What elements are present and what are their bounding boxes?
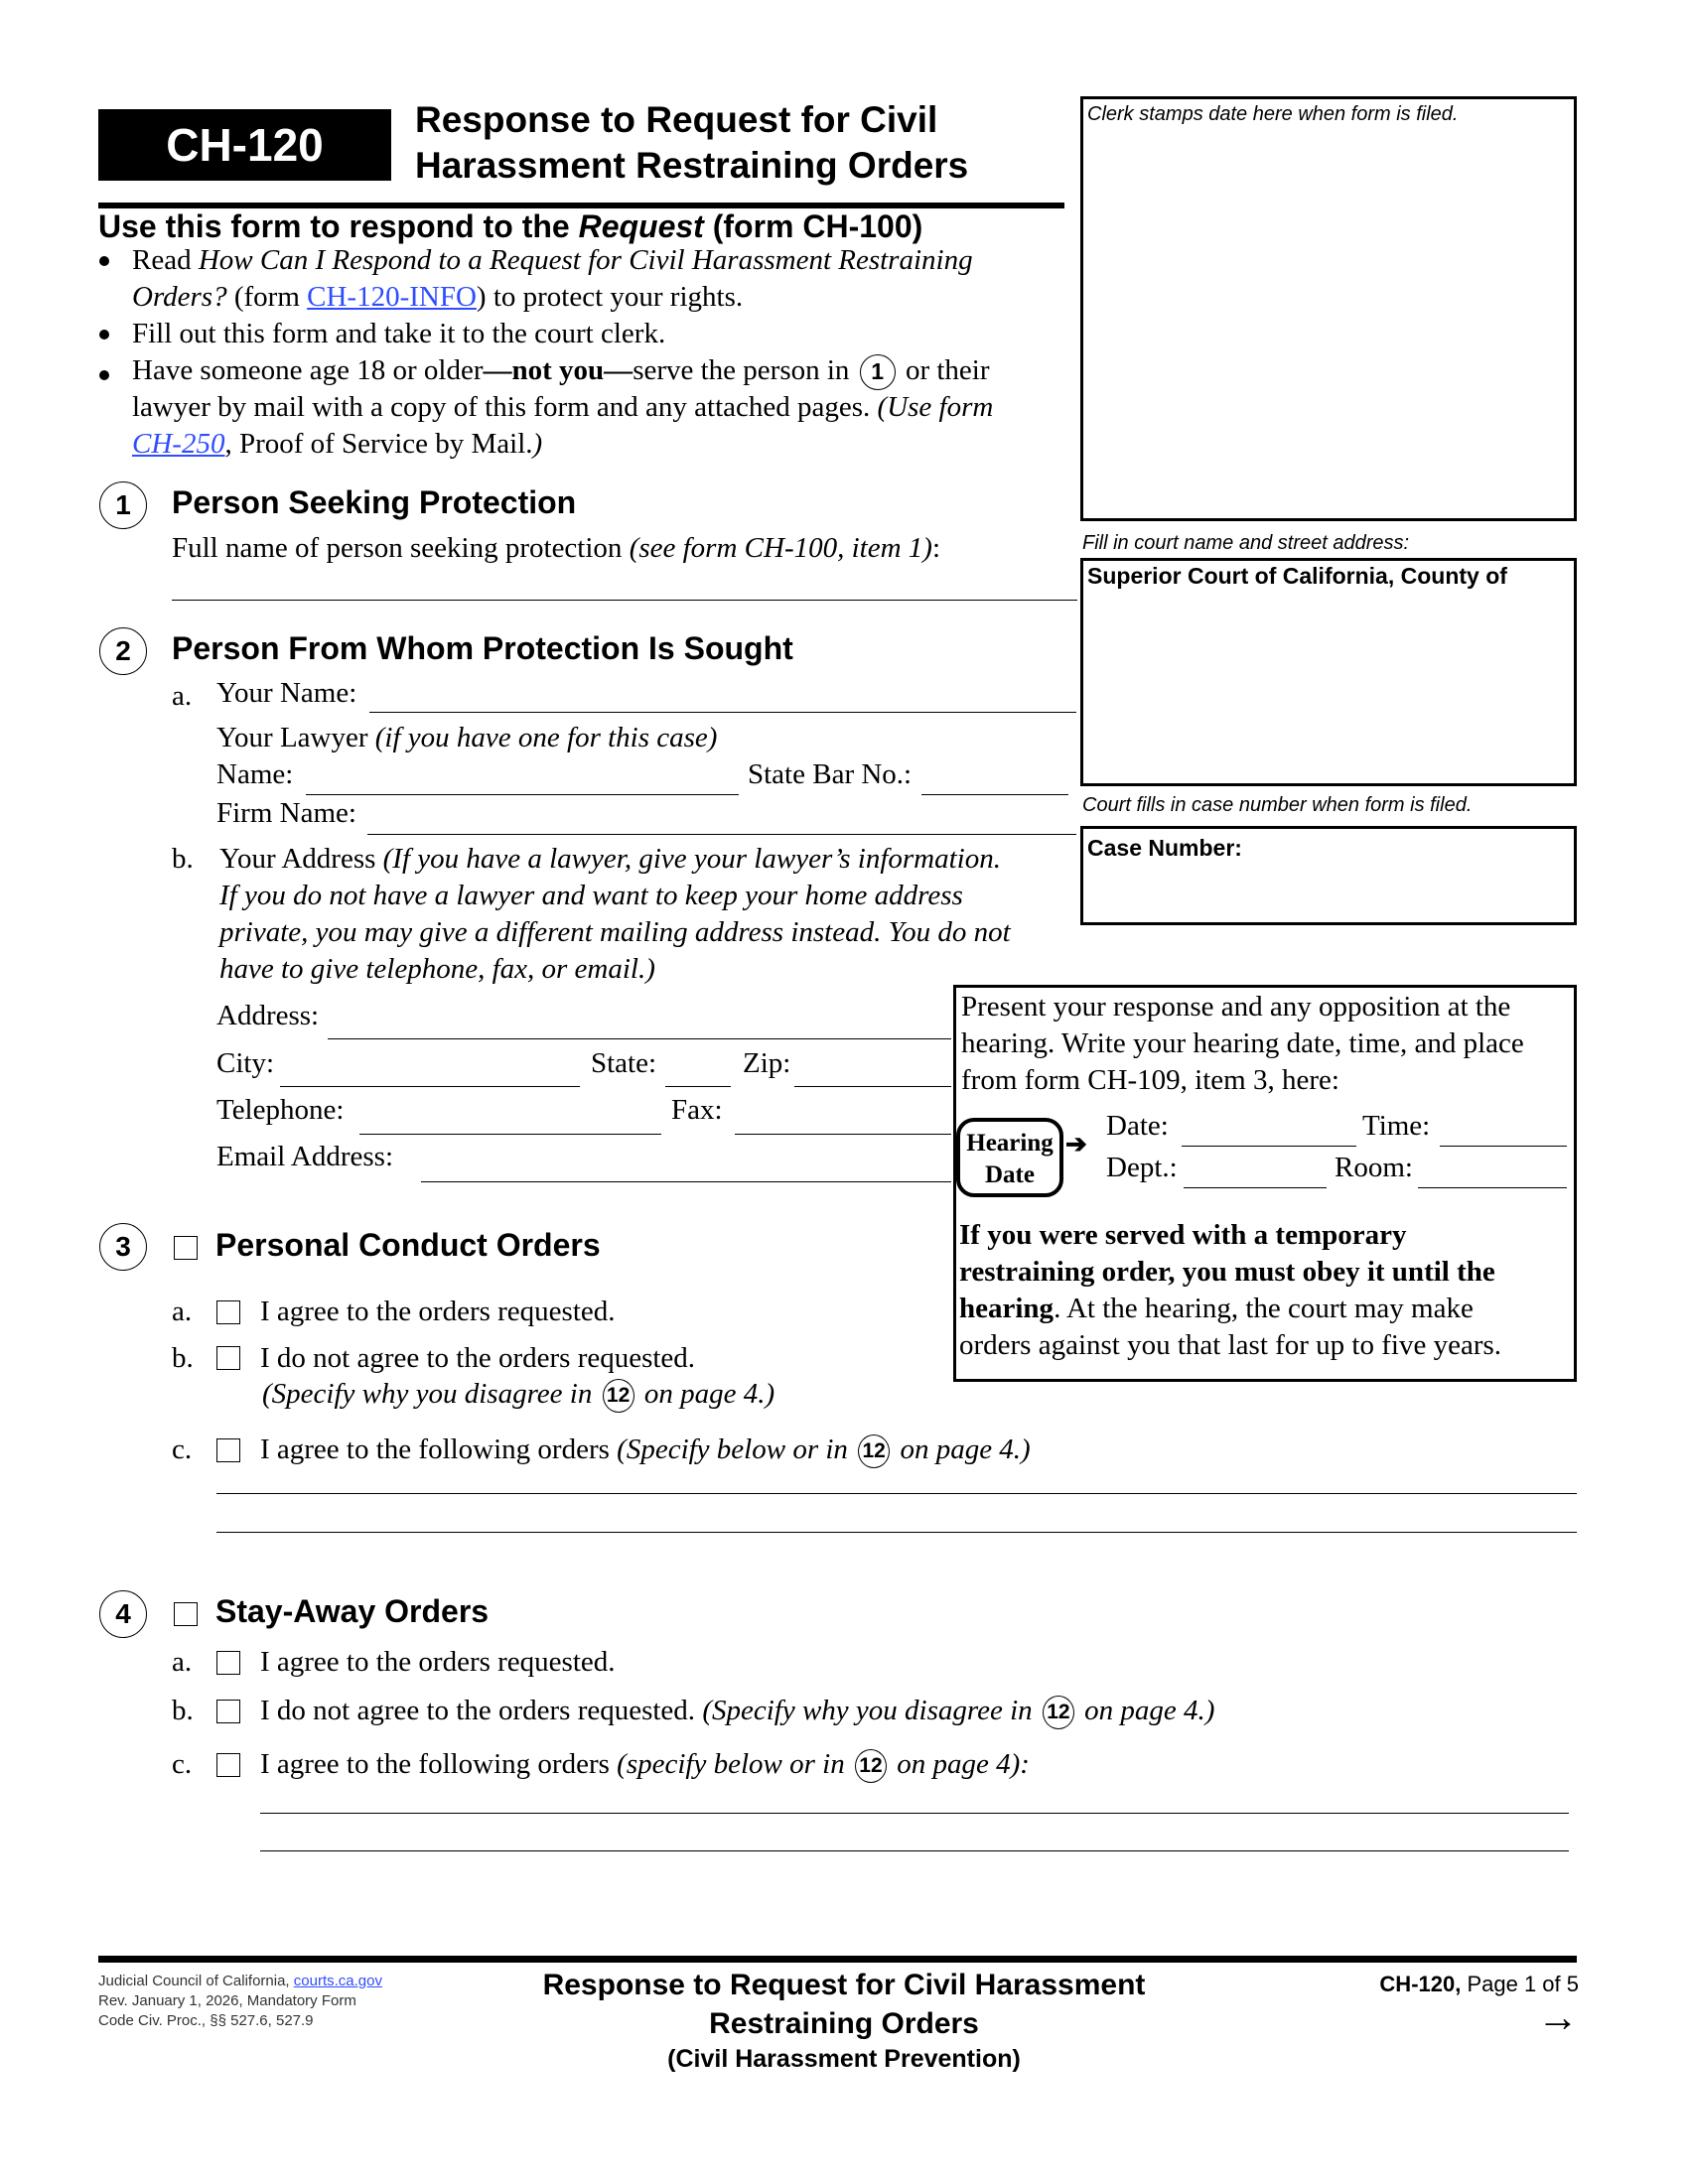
- item-4b-label: I do not agree to the orders requested. (Specify why you disagree in 12 on page 4.): [260, 1693, 1214, 1729]
- hearing-instruction-2: hearing. Write your hearing date, time, and place: [961, 1027, 1524, 1059]
- protected-person-label: Full name of person seeking protection (see form CH-100, item 1):: [172, 532, 941, 564]
- fax-label: Fax:: [671, 1094, 723, 1126]
- instruction-3-line1: Have someone age 18 or older—not you—serve the person in 1 or their: [132, 352, 990, 390]
- item-3a-letter: a.: [172, 1296, 193, 1327]
- your-name-label: Your Name:: [216, 677, 357, 709]
- personal-conduct-checkbox[interactable]: [174, 1236, 198, 1260]
- item-4c-checkbox[interactable]: [216, 1753, 240, 1777]
- hearing-room-field[interactable]: [1418, 1187, 1567, 1188]
- bullet-dot: [99, 256, 109, 266]
- page-indicator: CH-120, Page 1 of 5: [1379, 1972, 1579, 1996]
- instruction-2: Fill out this form and take it to the court clerk.: [132, 318, 666, 349]
- address-label: Address:: [216, 1000, 320, 1031]
- footer-meta: Judicial Council of California, courts.ca.gov Rev. January 1, 2026, Mandatory Form Code Civ. Proc., §§ 527.6, 527.9: [98, 1973, 382, 2029]
- lawyer-name-label: Name:: [216, 758, 294, 790]
- form-id-badge: CH-120: [98, 109, 391, 181]
- section-4-heading: Stay-Away Orders: [215, 1593, 490, 1629]
- item-4c-line-1[interactable]: [260, 1813, 1569, 1814]
- case-number-box[interactable]: [1080, 826, 1577, 925]
- section-2-heading: Person From Whom Protection Is Sought: [172, 630, 793, 666]
- tro-warning-4: orders against you that last for up to five years.: [959, 1329, 1502, 1361]
- arrow-right-icon: ➔: [1065, 1130, 1087, 1159]
- item-3b-letter: b.: [172, 1342, 194, 1374]
- item-3a-checkbox[interactable]: [216, 1300, 240, 1324]
- item-ref-12-icon: 12: [1043, 1696, 1074, 1729]
- clerk-stamp-box[interactable]: [1080, 96, 1577, 521]
- email-label: Email Address:: [216, 1141, 394, 1172]
- city-field[interactable]: [280, 1086, 580, 1087]
- item-number-4: 4: [99, 1590, 147, 1638]
- lawyer-label: Your Lawyer (if you have one for this case): [216, 722, 718, 753]
- instruction-1-line1: Read How Can I Respond to a Request for Civil Harassment Restraining: [132, 244, 973, 276]
- clerk-stamp-label: Clerk stamps date here when form is filed.: [1087, 103, 1459, 125]
- address-instructions-3: private, you may give a different mailing address instead. You do not: [219, 916, 1011, 948]
- bullet-dot: [99, 330, 109, 340]
- room-label: Room:: [1335, 1152, 1413, 1183]
- item-2a-letter: a.: [172, 680, 193, 712]
- form-title: [415, 97, 968, 189]
- item-number-3: 3: [99, 1223, 147, 1271]
- case-number-label: Case Number:: [1087, 835, 1242, 861]
- footer-rule: [98, 1956, 1577, 1963]
- date-label: Date:: [1106, 1110, 1169, 1142]
- your-name-field[interactable]: [369, 712, 1076, 713]
- tro-warning-3: hearing. At the hearing, the court may make: [959, 1293, 1474, 1324]
- state-bar-label: State Bar No.:: [748, 758, 913, 790]
- item-3c-line-1[interactable]: [216, 1493, 1577, 1494]
- section-3-heading: Personal Conduct Orders: [215, 1227, 601, 1263]
- item-4a-checkbox[interactable]: [216, 1651, 240, 1675]
- state-label: State:: [591, 1047, 657, 1079]
- state-bar-field[interactable]: [921, 794, 1068, 795]
- item-number-2: 2: [99, 627, 147, 675]
- item-4a-letter: a.: [172, 1646, 193, 1678]
- item-4c-label: I agree to the following orders (specify below or in 12 on page 4):: [260, 1746, 1030, 1783]
- item-3c-label: I agree to the following orders (Specify below or in 12 on page 4.): [260, 1432, 1031, 1468]
- state-field[interactable]: [665, 1086, 731, 1087]
- court-name-box[interactable]: [1080, 558, 1577, 786]
- item-3b-checkbox[interactable]: [216, 1346, 240, 1370]
- bullet-dot: [99, 370, 109, 380]
- court-instruction: Fill in court name and street address:: [1082, 532, 1410, 554]
- item-4b-letter: b.: [172, 1695, 194, 1726]
- protected-person-name-field[interactable]: [172, 600, 1077, 601]
- fax-field[interactable]: [735, 1134, 951, 1135]
- hearing-instruction-3: from form CH-109, item 3, here:: [961, 1064, 1339, 1096]
- instruction-1-line2: Orders? (form CH-120-INFO) to protect your rights.: [132, 281, 744, 313]
- next-page-arrow-icon: →: [1537, 1993, 1579, 2040]
- lawyer-name-field[interactable]: [306, 794, 739, 795]
- hearing-date-field[interactable]: [1182, 1146, 1356, 1147]
- footer-title: Response to Request for Civil Harassment Restraining Orders (Civil Harassment Prevention): [542, 1969, 1146, 2073]
- item-4c-letter: c.: [172, 1748, 193, 1780]
- address-instructions-4: have to give telephone, fax, or email.): [219, 953, 655, 985]
- stay-away-checkbox[interactable]: [174, 1602, 198, 1626]
- dept-label: Dept.:: [1106, 1152, 1178, 1183]
- telephone-field[interactable]: [359, 1134, 661, 1135]
- firm-name-field[interactable]: [367, 834, 1076, 835]
- instruction-3-line2: lawyer by mail with a copy of this form and any attached pages. (Use form: [132, 391, 994, 423]
- court-name-label: Superior Court of California, County of: [1087, 563, 1507, 589]
- form-title-line2: Harassment Restraining Orders: [415, 145, 969, 186]
- address-instructions-2: If you do not have a lawyer and want to keep your home address: [219, 880, 963, 911]
- item-3a-label: I agree to the orders requested.: [260, 1296, 616, 1327]
- section-1-heading: Person Seeking Protection: [172, 484, 577, 520]
- ch-250-link[interactable]: CH-250: [132, 428, 225, 460]
- item-4c-line-2[interactable]: [260, 1850, 1569, 1851]
- form-title-line1: Response to Request for Civil: [415, 99, 938, 140]
- item-3c-letter: c.: [172, 1433, 193, 1465]
- tro-warning-2: restraining order, you must obey it until the: [959, 1256, 1495, 1288]
- hearing-time-field[interactable]: [1440, 1146, 1567, 1147]
- tro-warning-1: If you were served with a temporary: [959, 1219, 1407, 1251]
- hearing-dept-field[interactable]: [1184, 1187, 1327, 1188]
- instruction-3-line3: CH-250, Proof of Service by Mail.): [132, 428, 543, 460]
- email-field[interactable]: [421, 1181, 951, 1182]
- item-ref-12-icon: 12: [603, 1379, 634, 1413]
- subtitle: Use this form to respond to the Request (form CH-100): [98, 208, 923, 244]
- time-label: Time:: [1362, 1110, 1431, 1142]
- item-ref-12-icon: 12: [858, 1434, 890, 1468]
- item-ref-12-icon: 12: [855, 1749, 887, 1783]
- ch-120-info-link[interactable]: CH-120-INFO: [307, 281, 477, 313]
- item-4a-label: I agree to the orders requested.: [260, 1646, 616, 1678]
- item-3b-label: I do not agree to the orders requested.: [260, 1342, 696, 1374]
- telephone-label: Telephone:: [216, 1094, 345, 1126]
- zip-label: Zip:: [743, 1047, 791, 1079]
- item-3c-line-2[interactable]: [216, 1532, 1577, 1533]
- item-3c-checkbox[interactable]: [216, 1438, 240, 1462]
- case-instruction: Court fills in case number when form is filed.: [1082, 794, 1473, 816]
- address-instructions-1: Your Address (If you have a lawyer, give your lawyer’s information.: [219, 843, 1001, 875]
- item-number-1: 1: [99, 481, 147, 529]
- item-3b-hint: (Specify why you disagree in 12 on page 4.): [262, 1376, 774, 1413]
- item-ref-1-icon: 1: [860, 354, 896, 390]
- firm-name-label: Firm Name:: [216, 797, 356, 829]
- city-label: City:: [216, 1047, 275, 1079]
- item-4b-checkbox[interactable]: [216, 1700, 240, 1723]
- hearing-instruction-1: Present your response and any opposition at the: [961, 991, 1511, 1023]
- courts-ca-gov-link[interactable]: courts.ca.gov: [293, 1973, 382, 1989]
- address-field[interactable]: [328, 1038, 951, 1039]
- zip-field[interactable]: [794, 1086, 951, 1087]
- hearing-date-badge: Hearing Date: [956, 1118, 1063, 1197]
- item-2b-letter: b.: [172, 843, 194, 875]
